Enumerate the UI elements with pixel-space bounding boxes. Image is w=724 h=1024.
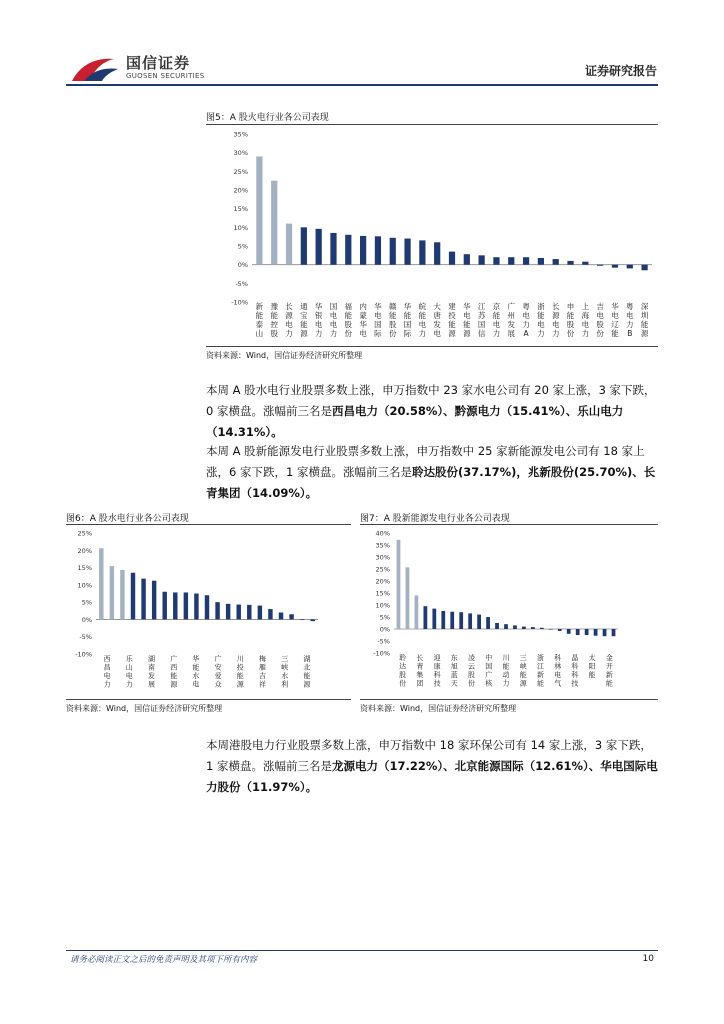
bar bbox=[131, 573, 135, 620]
category-label: 科林电气 bbox=[554, 654, 562, 688]
bar bbox=[594, 629, 598, 636]
category-label: 东旭蓝天 bbox=[450, 654, 458, 688]
bar bbox=[612, 265, 618, 268]
category-label: 浙江新能 bbox=[536, 654, 544, 688]
category-label: 华电辽能 bbox=[611, 302, 619, 338]
y-tick-label: 25% bbox=[233, 167, 248, 176]
category-label: 粤电力 A bbox=[522, 302, 530, 338]
category-label: 聆达股份 bbox=[399, 654, 407, 688]
bar bbox=[330, 233, 336, 265]
category-label: 新能泰山 bbox=[255, 302, 264, 338]
figure6-caption: 图6：A 股水电行业各公司表现 bbox=[66, 514, 189, 524]
category-label: 浙能电力 bbox=[537, 302, 545, 338]
category-label: 华能国际 bbox=[403, 302, 412, 338]
bar bbox=[286, 224, 292, 265]
category-label: 晶科科技 bbox=[571, 654, 579, 688]
y-tick-label: 30% bbox=[375, 553, 390, 562]
category-label: 内蒙华电 bbox=[359, 302, 367, 338]
bar bbox=[504, 624, 508, 629]
bar bbox=[558, 629, 562, 631]
bar bbox=[162, 592, 166, 620]
bar bbox=[99, 548, 103, 619]
y-tick-label: 25% bbox=[77, 529, 92, 538]
bar bbox=[226, 604, 230, 620]
bar bbox=[419, 240, 425, 264]
paragraph-hydro: 本周 A 股水电行业股票多数上涨，申万指数中 23 家水电公司有 20 家上涨，3 家下跌，0 家横盘。涨幅前三名是西昌电力（20.58%）、黔源电力（15.41%）、乐山电力（14.31%）。 bbox=[206, 383, 656, 439]
bar bbox=[316, 229, 322, 265]
top2-hydro: 黔源电力（15.41%） bbox=[454, 404, 566, 418]
bar bbox=[390, 238, 396, 265]
category-label: 华电国际 bbox=[374, 302, 382, 338]
y-tick-label: -5% bbox=[79, 633, 92, 642]
category-label: 皖能电力 bbox=[418, 302, 427, 338]
category-label: 梅雁吉祥 bbox=[259, 655, 266, 689]
category-label: 江苏国信 bbox=[477, 302, 486, 338]
bar bbox=[345, 235, 351, 265]
bar bbox=[567, 261, 573, 265]
bar bbox=[495, 623, 499, 629]
category-label: 川投能源 bbox=[236, 655, 244, 689]
bar bbox=[522, 627, 526, 629]
bar bbox=[434, 242, 440, 264]
y-tick-label: 5% bbox=[237, 242, 248, 251]
category-label: 建投能源 bbox=[448, 302, 456, 338]
bar bbox=[449, 252, 455, 265]
y-tick-label: -10% bbox=[75, 650, 92, 659]
bar bbox=[271, 181, 277, 265]
figure7-bottom-rule bbox=[360, 699, 658, 700]
bar bbox=[289, 614, 293, 619]
category-label: 国电电力 bbox=[329, 302, 338, 338]
bar bbox=[459, 612, 463, 629]
footer-divider bbox=[66, 950, 658, 951]
figure5-bottom-rule bbox=[206, 346, 658, 347]
y-tick-label: 20% bbox=[77, 546, 92, 555]
y-tick-label: 0% bbox=[81, 615, 92, 624]
paragraph-hk-power: 本周港股电力行业股票多数上涨，申万指数中 18 家环保公司有 14 家上涨，3 家下跌，1 家横盘。涨幅前三名是龙源电力（17.22%）、北京能源国际（12.61%）、华电国际电力股份（11.97%）。 bbox=[206, 738, 658, 794]
category-label: 凌云股份 bbox=[468, 654, 476, 688]
bar bbox=[360, 236, 366, 265]
category-label: 中国广核 bbox=[485, 654, 493, 688]
bar bbox=[310, 619, 314, 621]
bar bbox=[612, 629, 616, 636]
figure5-chart bbox=[206, 126, 658, 344]
bar bbox=[141, 579, 145, 620]
bar bbox=[567, 629, 571, 634]
y-tick-label: 0% bbox=[379, 625, 390, 634]
report-type-label: 证券研究报告 bbox=[584, 64, 657, 78]
category-label: 福能股份 bbox=[344, 302, 353, 338]
bar bbox=[406, 567, 410, 629]
figure6-chart bbox=[66, 527, 351, 697]
category-label: 华电能源 bbox=[463, 302, 471, 338]
category-label: 湖南发展 bbox=[148, 655, 155, 689]
y-tick-label: 15% bbox=[77, 564, 92, 573]
bar bbox=[531, 627, 535, 629]
figure5-top-rule bbox=[206, 124, 658, 125]
top2-new-energy: 兆新股份(25.70%) bbox=[527, 465, 633, 479]
y-tick-label: 15% bbox=[375, 589, 390, 598]
y-tick-label: -10% bbox=[231, 298, 248, 307]
bar bbox=[279, 613, 283, 620]
footer-disclaimer: 请务必阅读正文之后的免责声明及其项下所有内容 bbox=[70, 955, 258, 965]
bar bbox=[493, 257, 499, 264]
bar bbox=[247, 605, 251, 620]
top1-hydro: 西昌电力（20.58%） bbox=[331, 404, 444, 418]
bar bbox=[464, 254, 470, 264]
bar bbox=[300, 619, 304, 620]
top2-hk: 北京能源国际（12.61%） bbox=[454, 759, 589, 773]
category-label: 乐山电力 bbox=[125, 655, 133, 689]
category-label: 吉电股份 bbox=[596, 302, 604, 338]
y-tick-label: 30% bbox=[233, 149, 248, 158]
bar bbox=[173, 592, 177, 619]
bar bbox=[194, 594, 198, 620]
category-label: 豫能控股 bbox=[270, 302, 278, 338]
y-tick-label: 10% bbox=[233, 223, 248, 232]
paragraph-new-energy: 本周 A 股新能源发电行业股票多数上涨，申万指数中 25 家新能源发电公司有 18 家上涨，6 家下跌，1 家横盘。涨幅前三名是聆达股份(37.17%)，兆新股份(25.70%)、长青集团（14.09%）。 bbox=[206, 444, 656, 500]
category-label: 华银电力 bbox=[314, 302, 323, 338]
bar bbox=[215, 602, 219, 619]
bar bbox=[603, 629, 607, 636]
figure6-bottom-rule bbox=[66, 699, 351, 700]
bar bbox=[205, 595, 209, 619]
category-label: 长源电力 bbox=[285, 302, 293, 338]
y-tick-label: 15% bbox=[233, 205, 248, 214]
bar bbox=[404, 239, 410, 265]
bar bbox=[397, 540, 401, 629]
header-divider bbox=[66, 84, 658, 86]
y-tick-label: 5% bbox=[379, 613, 390, 622]
category-label: 湖北能源 bbox=[303, 655, 311, 689]
category-label: 金开新能 bbox=[605, 654, 613, 688]
y-tick-label: 0% bbox=[237, 261, 248, 270]
y-tick-label: 35% bbox=[375, 541, 390, 550]
page-number: 10 bbox=[642, 954, 654, 964]
category-label: 广安爱众 bbox=[214, 655, 222, 689]
bar bbox=[553, 259, 559, 265]
category-label: 三峡能源 bbox=[519, 654, 527, 688]
y-tick-label: -5% bbox=[235, 279, 248, 288]
bar bbox=[538, 258, 544, 265]
figure7-caption: 图7：A 股新能源发电行业各公司表现 bbox=[360, 514, 510, 524]
y-tick-label: -5% bbox=[377, 637, 390, 646]
bar bbox=[441, 611, 445, 629]
category-label: 西昌电力 bbox=[103, 655, 111, 689]
category-label: 太阳能 bbox=[588, 654, 596, 679]
bar bbox=[540, 628, 544, 629]
category-label: 赣能股份 bbox=[388, 302, 397, 338]
category-label: 迎康科技 bbox=[433, 654, 441, 688]
category-label: 大唐发电 bbox=[433, 302, 441, 338]
figure6-top-rule bbox=[66, 524, 351, 525]
y-tick-label: 20% bbox=[375, 577, 390, 586]
category-label: 通宝能源 bbox=[300, 302, 308, 338]
y-tick-label: 40% bbox=[375, 529, 390, 538]
top3-hydro: 乐山电力（14.31%） bbox=[206, 404, 624, 439]
bar bbox=[523, 257, 529, 264]
y-tick-label: 5% bbox=[81, 598, 92, 607]
category-label: 广西能源 bbox=[170, 655, 178, 689]
category-label: 长源电力 bbox=[551, 302, 560, 338]
category-label: 粤电力 B bbox=[626, 302, 634, 338]
bar bbox=[152, 581, 156, 620]
figure7-top-rule bbox=[360, 524, 658, 525]
top3-new-energy: 长青集团（14.09%） bbox=[206, 465, 656, 500]
bar bbox=[641, 265, 647, 271]
y-tick-label: -10% bbox=[373, 649, 390, 658]
y-tick-label: 10% bbox=[375, 601, 390, 610]
figure5-source: 资料来源：Wind，国信证券经济研究所整理 bbox=[206, 351, 363, 360]
bar bbox=[268, 609, 272, 619]
bar bbox=[582, 262, 588, 265]
bar bbox=[301, 227, 307, 264]
category-label: 京能电力 bbox=[492, 302, 501, 338]
bar bbox=[450, 612, 454, 629]
bar bbox=[375, 236, 381, 264]
bar bbox=[423, 606, 427, 629]
category-label: 申能股份 bbox=[566, 302, 575, 338]
bar bbox=[415, 595, 419, 629]
bar bbox=[627, 265, 633, 269]
bar bbox=[513, 625, 517, 629]
category-label: 长青集团 bbox=[416, 654, 424, 688]
figure5-caption: 图5：A 股火电行业各公司表现 bbox=[206, 113, 329, 123]
bar bbox=[468, 613, 472, 629]
category-label: 华能水电 bbox=[192, 655, 200, 689]
bar bbox=[110, 566, 114, 619]
bar bbox=[597, 265, 603, 266]
bar bbox=[184, 592, 188, 619]
brand-name-cn: 国信证券 bbox=[126, 54, 191, 72]
top3-hk: 华电国际电力股份（11.97%） bbox=[206, 759, 658, 794]
category-label: 三峡水利 bbox=[281, 655, 289, 689]
top1-hk: 龙源电力（17.22%） bbox=[331, 759, 444, 773]
bar bbox=[477, 615, 481, 629]
y-tick-label: 20% bbox=[233, 186, 248, 195]
y-tick-label: 10% bbox=[77, 581, 92, 590]
category-label: 上海电力 bbox=[581, 302, 590, 338]
bar bbox=[486, 617, 490, 629]
figure7-chart bbox=[360, 527, 658, 697]
figure7-source: 资料来源：Wind，国信证券经济研究所整理 bbox=[360, 704, 517, 713]
bar bbox=[258, 606, 262, 620]
brand-name-en: GUOSEN SECURITIES bbox=[126, 72, 205, 80]
bar bbox=[576, 629, 580, 635]
bar bbox=[508, 257, 514, 264]
bar bbox=[432, 609, 436, 629]
bar bbox=[585, 629, 589, 635]
category-label: 广州发展 bbox=[507, 302, 516, 338]
figure6-source: 资料来源：Wind，国信证券经济研究所整理 bbox=[66, 704, 223, 713]
top1-new-energy: 聆达股份(37.17%) bbox=[411, 465, 517, 479]
bar bbox=[236, 605, 240, 620]
bar bbox=[256, 156, 262, 264]
bar bbox=[479, 255, 485, 264]
bar bbox=[120, 570, 124, 619]
category-label: 深圳能源 bbox=[640, 302, 649, 338]
category-label: 川能动力 bbox=[502, 654, 510, 688]
bar bbox=[549, 629, 553, 630]
y-tick-label: 25% bbox=[375, 565, 390, 574]
y-tick-label: 35% bbox=[233, 130, 248, 139]
